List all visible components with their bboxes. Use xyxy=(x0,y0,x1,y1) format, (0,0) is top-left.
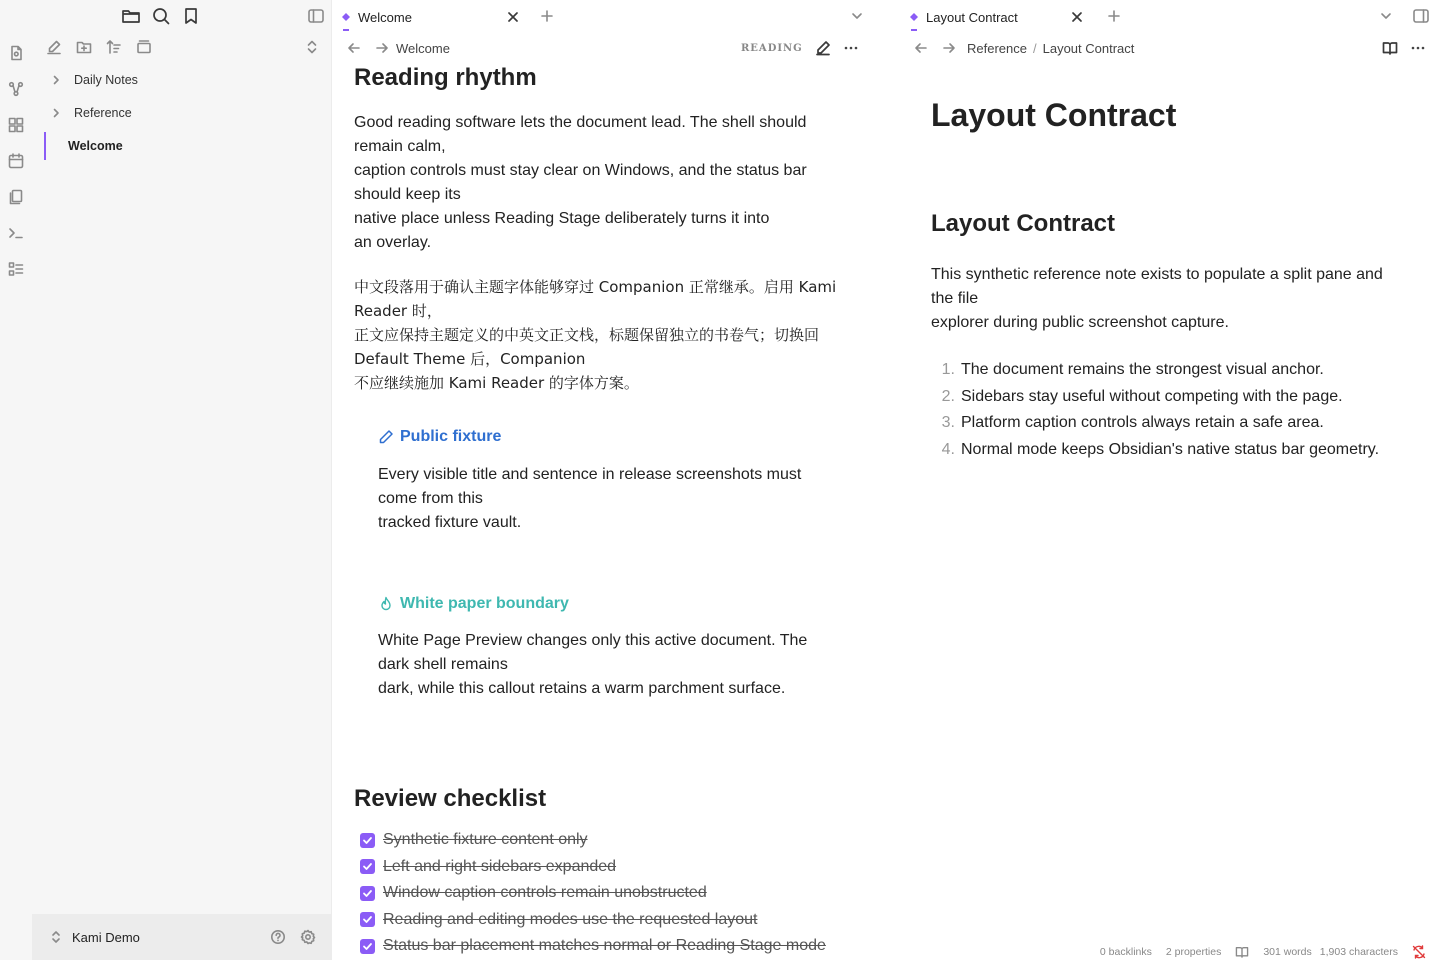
note-body xyxy=(931,94,1421,463)
task-item[interactable] xyxy=(354,854,854,881)
checkbox-checked-icon[interactable] xyxy=(360,859,375,874)
list-item xyxy=(931,437,1421,464)
task-text: Reading and editing modes use the requested layout xyxy=(383,910,758,928)
pencil-icon xyxy=(378,429,394,445)
text-line: come from this xyxy=(378,490,483,507)
task-list xyxy=(354,827,854,960)
heading-reading-rhythm: Reading rhythm xyxy=(354,64,537,91)
task-item[interactable] xyxy=(354,907,854,934)
tab-title: Welcome xyxy=(358,9,412,25)
templates-icon[interactable] xyxy=(8,189,24,205)
text-line: tracked fixture vault. xyxy=(378,514,522,531)
list-text: Sidebars stay useful without competing with the page. xyxy=(961,387,1343,405)
new-tab-icon[interactable] xyxy=(1107,9,1121,23)
tree-item-label: Daily Notes xyxy=(74,73,138,87)
inline-title[interactable]: Layout Contract xyxy=(931,97,1177,133)
breadcrumb-parent[interactable]: Reference xyxy=(967,40,1027,56)
text-line: 正文应保持主题定义的中英文正文栈，标题保留独立的书卷气；切换回 xyxy=(354,326,820,344)
checkbox-checked-icon[interactable] xyxy=(360,833,375,848)
forward-arrow-icon[interactable] xyxy=(942,41,956,55)
new-note-icon[interactable] xyxy=(46,39,62,55)
calendar-icon[interactable] xyxy=(8,153,24,169)
flame-icon xyxy=(378,596,394,612)
bookmarks-icon[interactable] xyxy=(181,6,201,26)
text-line: dark shell remains xyxy=(378,656,508,673)
toggle-right-sidebar-icon[interactable] xyxy=(1412,7,1430,25)
text-line: 中文段落用于确认主题字体能够穿过 Companion 正常继承。启用 Kami xyxy=(354,278,837,296)
task-item[interactable] xyxy=(354,827,854,854)
breadcrumb-separator: / xyxy=(1032,40,1037,56)
graph-view-icon[interactable] xyxy=(8,81,24,97)
quick-switcher-icon[interactable] xyxy=(8,45,24,61)
text-line: native place unless Reading Stage deliberately turns it into xyxy=(354,210,770,227)
paragraph-chinese xyxy=(354,275,854,395)
back-arrow-icon[interactable] xyxy=(347,41,361,55)
tab-welcome[interactable] xyxy=(342,3,520,31)
status-properties[interactable]: 2 properties xyxy=(1165,946,1222,958)
sort-icon[interactable] xyxy=(106,39,122,55)
heading-review-checklist: Review checklist xyxy=(354,785,547,812)
chevron-right-icon xyxy=(50,74,62,86)
view-header xyxy=(900,34,1440,62)
chevron-updown-icon xyxy=(50,930,62,944)
paragraph-english xyxy=(354,111,854,255)
settings-gear-icon[interactable] xyxy=(300,929,316,945)
tree-item-label: Welcome xyxy=(68,139,123,153)
left-editor-pane xyxy=(333,0,877,960)
task-item[interactable] xyxy=(354,933,854,960)
checkbox-checked-icon[interactable] xyxy=(360,939,375,954)
status-bar xyxy=(1086,944,1426,960)
list-number: 2. xyxy=(941,387,955,405)
status-character-count: 1,903 characters xyxy=(1319,946,1398,958)
text-line: This synthetic reference note exists to populate a split pane and xyxy=(931,266,1383,283)
status-reading-book-icon[interactable] xyxy=(1235,946,1249,958)
callout-title xyxy=(378,425,854,449)
tree-file-welcome[interactable] xyxy=(44,132,320,160)
chevron-right-icon xyxy=(50,107,62,119)
tab-title: Layout Contract xyxy=(926,9,1018,25)
terminal-icon[interactable] xyxy=(8,225,24,241)
list-item xyxy=(931,357,1421,384)
status-word-count: 301 words xyxy=(1263,946,1312,958)
tab-list-chevron-icon[interactable] xyxy=(1379,9,1393,23)
auto-reveal-icon[interactable] xyxy=(136,39,152,55)
more-options-icon[interactable] xyxy=(1410,40,1426,56)
tree-folder-reference[interactable] xyxy=(44,99,320,127)
list-number: 3. xyxy=(941,414,955,432)
ribbon xyxy=(0,0,32,960)
close-tab-icon[interactable] xyxy=(506,10,520,24)
text-line: should keep its xyxy=(354,186,461,203)
sync-error-icon[interactable] xyxy=(1412,945,1426,959)
text-line: Default Theme 后，Companion xyxy=(354,350,586,368)
checkbox-checked-icon[interactable] xyxy=(360,886,375,901)
help-icon[interactable] xyxy=(270,929,286,945)
callout-white-paper-boundary xyxy=(378,592,854,701)
text-line: White Page Preview changes only this active document. The xyxy=(378,632,808,649)
text-line: explorer during public screenshot capture. xyxy=(931,314,1229,331)
callout-public-fixture xyxy=(378,425,854,535)
vault-switcher[interactable] xyxy=(32,914,332,960)
paragraph xyxy=(931,263,1421,335)
edit-pencil-icon[interactable] xyxy=(815,40,831,56)
breadcrumb: Welcome xyxy=(396,40,450,56)
collapse-left-sidebar-icon[interactable] xyxy=(307,7,327,27)
tasks-icon[interactable] xyxy=(8,261,24,277)
callout-title-text: Public fixture xyxy=(400,428,502,445)
breadcrumb xyxy=(967,41,1134,56)
callout-title-text: White paper boundary xyxy=(400,595,569,612)
text-line: caption controls must stay clear on Windows, and the status bar xyxy=(354,162,807,179)
forward-arrow-icon[interactable] xyxy=(375,41,389,55)
note-body xyxy=(354,66,854,960)
mode-label: READING xyxy=(741,42,803,54)
list-text: Normal mode keeps Obsidian's native status bar geometry. xyxy=(961,440,1380,458)
text-line: Good reading software lets the document lead. The shell should xyxy=(354,114,807,131)
note-diamond-icon xyxy=(342,13,350,21)
list-item xyxy=(931,384,1421,411)
checkbox-checked-icon[interactable] xyxy=(360,912,375,927)
tab-bar xyxy=(900,0,1440,32)
reading-view-book-icon[interactable] xyxy=(1382,40,1398,56)
list-item xyxy=(931,410,1421,437)
back-arrow-icon[interactable] xyxy=(914,41,928,55)
text-line: 不应继续施加 Kami Reader 的字体方案。 xyxy=(354,374,639,392)
text-line: remain calm, xyxy=(354,138,446,155)
vault-name: Kami Demo xyxy=(72,929,140,945)
list-number: 4. xyxy=(941,440,955,458)
new-tab-icon[interactable] xyxy=(540,9,554,23)
text-line: Every visible title and sentence in release screenshots must xyxy=(378,466,802,483)
text-line: the file xyxy=(931,290,979,307)
list-text: Platform caption controls always retain a safe area. xyxy=(961,414,1324,432)
view-header xyxy=(333,34,877,62)
task-text: Synthetic fixture content only xyxy=(383,831,588,849)
canvas-icon[interactable] xyxy=(8,117,24,133)
file-explorer-icon[interactable] xyxy=(121,6,141,26)
left-sidebar xyxy=(32,0,332,960)
status-backlinks[interactable]: 0 backlinks xyxy=(1099,946,1152,958)
tab-layout-contract[interactable] xyxy=(910,3,1084,31)
task-text: Left and right sidebars expanded xyxy=(383,857,617,875)
text-line: an overlay. xyxy=(354,234,432,251)
list-text: The document remains the strongest visual anchor. xyxy=(961,361,1324,379)
tree-folder-daily-notes[interactable] xyxy=(44,66,320,94)
tab-bar xyxy=(333,0,877,32)
close-tab-icon[interactable] xyxy=(1070,10,1084,24)
right-editor-pane xyxy=(900,0,1440,960)
list-number: 1. xyxy=(941,361,955,379)
callout-title xyxy=(378,592,854,616)
ordered-list xyxy=(931,357,1421,463)
more-options-icon[interactable] xyxy=(843,40,859,56)
note-diamond-icon xyxy=(910,13,918,21)
new-folder-icon[interactable] xyxy=(76,39,92,55)
tab-list-chevron-icon[interactable] xyxy=(850,9,864,23)
text-line: Reader 时， xyxy=(354,302,442,320)
search-icon[interactable] xyxy=(151,6,171,26)
heading-layout-contract: Layout Contract xyxy=(931,210,1116,237)
task-text: Status bar placement matches normal or Reading Stage mode xyxy=(383,937,826,955)
task-text: Window caption controls remain unobstructed xyxy=(383,884,707,902)
text-line: dark, while this callout retains a warm parchment surface. xyxy=(378,680,786,697)
breadcrumb-current: Layout Contract xyxy=(1042,40,1135,56)
tree-item-label: Reference xyxy=(74,106,132,120)
collapse-all-icon[interactable] xyxy=(304,39,320,55)
task-item[interactable] xyxy=(354,880,854,907)
